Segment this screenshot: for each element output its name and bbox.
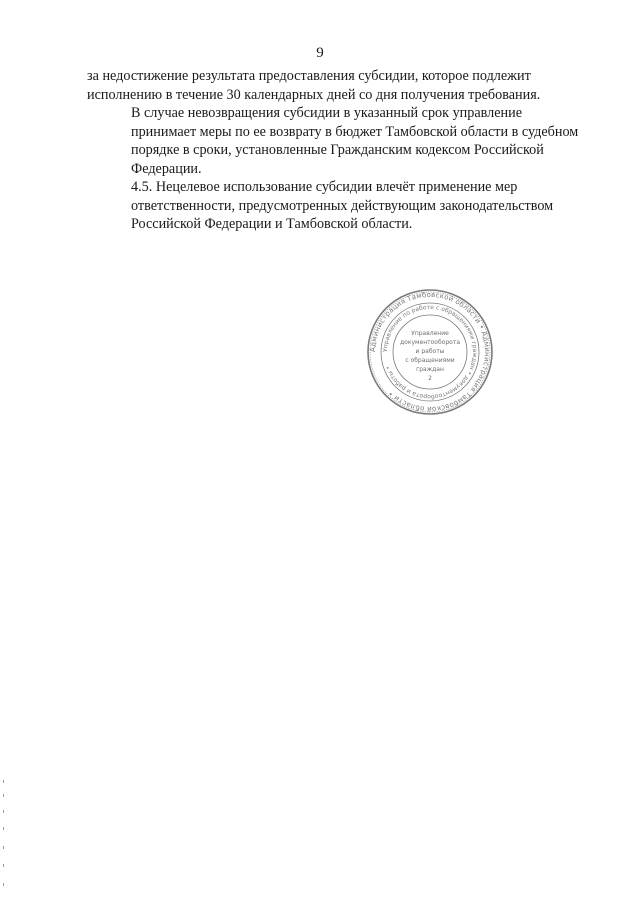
scan-mark — [3, 827, 4, 830]
scan-mark — [3, 846, 4, 849]
svg-text:Управление: Управление — [411, 330, 449, 337]
seal-outer-text: Администрация Тамбовской области • Администрация Тамбовской области • — [368, 290, 492, 414]
scan-mark — [3, 883, 4, 886]
scan-mark — [3, 864, 4, 867]
seal-inner-text: Управление по работе с обращениями граждан • документооборота и работы • — [381, 303, 479, 401]
paragraph-line: за недостижение результата предоставления субсидии, которое подлежит — [87, 68, 531, 84]
document-body — [87, 67, 596, 234]
seal-center-text — [400, 330, 460, 382]
scan-margin-marks — [3, 780, 5, 890]
scan-mark — [3, 794, 4, 797]
scan-mark — [3, 780, 4, 783]
paragraph-line: Российской Федерации и Тамбовской области. — [131, 216, 413, 232]
paragraph-3 — [87, 178, 596, 234]
paragraph-line: 4.5. Нецелевое использование субсидии влечёт применение мер — [131, 179, 518, 195]
svg-text:2: 2 — [428, 375, 432, 382]
paragraph-line: исполнению в течение 30 календарных дней со дня получения требования. — [87, 86, 541, 103]
official-seal — [365, 287, 495, 417]
svg-text:и работы: и работы — [415, 348, 445, 355]
paragraph-1 — [87, 67, 596, 104]
page-number: 9 — [316, 45, 324, 61]
seal-image — [365, 287, 495, 417]
paragraph-line: Федерации. — [131, 160, 202, 177]
svg-text:документооборота: документооборота — [400, 339, 460, 346]
paragraph-2 — [87, 104, 596, 178]
paragraph-line: В случае невозвращения субсидии в указанный срок управление — [131, 105, 523, 121]
scan-mark — [3, 810, 4, 813]
paragraph-line: принимает меры по ее возврату в бюджет Тамбовской области в судебном — [131, 123, 579, 140]
paragraph-line: ответственности, предусмотренных действующим законодательством — [131, 197, 554, 214]
svg-text:граждан: граждан — [416, 366, 444, 373]
paragraph-line: порядке в сроки, установленные Гражданским кодексом Российской — [131, 142, 544, 158]
svg-text:с обращениями: с обращениями — [405, 357, 455, 364]
